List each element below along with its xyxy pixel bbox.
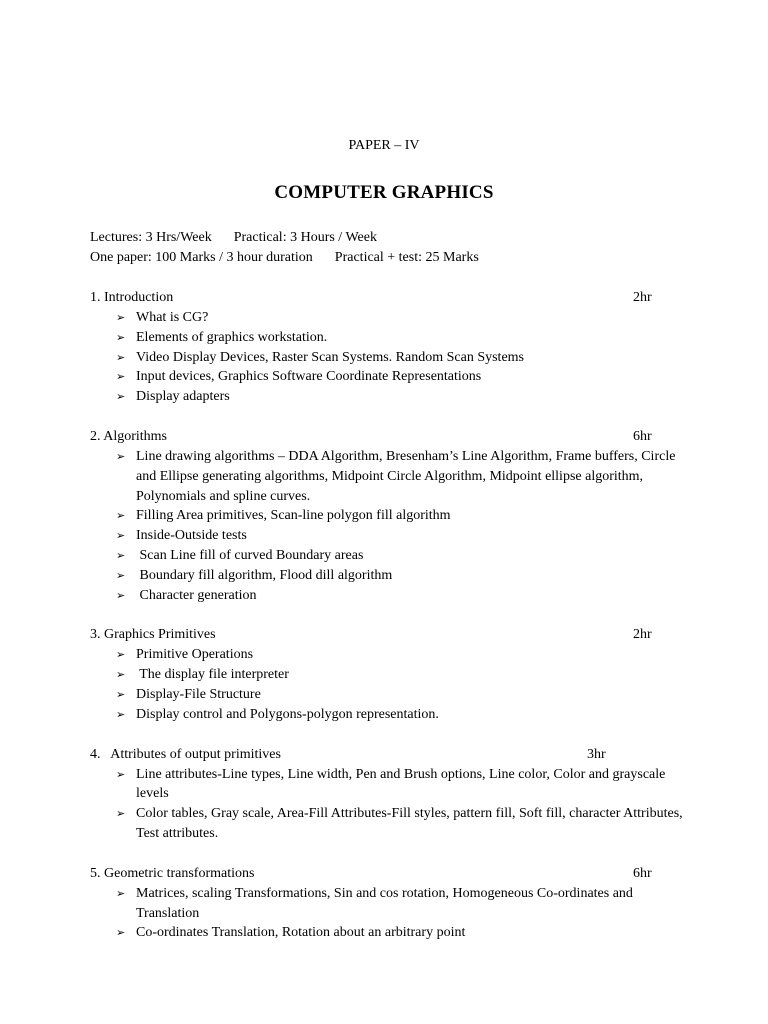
arrow-bullet-icon: ➢ <box>116 588 126 602</box>
paper-text: One paper: 100 Marks / 3 hour duration <box>90 250 313 265</box>
list-item <box>90 586 690 606</box>
arrow-bullet-icon: ➢ <box>116 807 126 821</box>
topic-list <box>90 765 690 844</box>
list-item <box>90 923 690 943</box>
section-hours: 3hr <box>587 746 606 762</box>
paper-label: PAPER – IV <box>348 138 420 153</box>
list-item-text: Display control and Polygons-polygon representation. <box>136 706 439 722</box>
meta-line-1 <box>90 228 710 248</box>
list-item-text: Display adapters <box>136 389 230 405</box>
topic-list <box>90 645 690 724</box>
list-item-text: Color tables, Gray scale, Area-Fill Attributes-Fill styles, pattern fill, Soft fill, character Attributes, Test attributes. <box>136 806 683 841</box>
section-hours: 2hr <box>633 290 652 305</box>
list-item <box>90 328 690 348</box>
arrow-bullet-icon: ➢ <box>116 509 126 523</box>
list-item-text: Line attributes-Line types, Line width, Pen and Brush options, Line color, Color and grayscale levels <box>136 766 666 802</box>
list-item-text: Co-ordinates Translation, Rotation about an arbitrary point <box>136 925 466 941</box>
topic-list <box>90 447 690 605</box>
lectures-text: Lectures: 3 Hrs/Week <box>90 230 212 245</box>
list-item <box>90 665 690 685</box>
list-item-text: What is CG? <box>136 310 209 325</box>
section-attributes <box>90 745 690 864</box>
syllabus-sections <box>90 288 690 943</box>
arrow-bullet-icon: ➢ <box>116 548 126 562</box>
list-item-text: Primitive Operations <box>136 647 254 663</box>
list-item <box>90 447 690 506</box>
list-item-text: Video Display Devices, Raster Scan Systems. Random Scan Systems <box>136 349 525 365</box>
list-item-text: Filling Area primitives, Scan-line polygon fill algorithm <box>136 508 451 524</box>
section-title: 5. Geometric transformations <box>90 865 255 881</box>
list-item <box>90 348 690 368</box>
arrow-bullet-icon: ➢ <box>116 886 126 900</box>
section-geometric-transformations <box>90 864 690 943</box>
section-introduction <box>90 288 690 427</box>
arrow-bullet-icon: ➢ <box>116 648 126 662</box>
page-title: COMPUTER GRAPHICS <box>274 182 494 203</box>
list-item <box>90 308 690 328</box>
arrow-bullet-icon: ➢ <box>116 311 126 324</box>
arrow-bullet-icon: ➢ <box>116 529 126 543</box>
section-title: 4. Attributes of output primitives <box>90 746 281 762</box>
arrow-bullet-icon: ➢ <box>116 926 126 940</box>
arrow-bullet-icon: ➢ <box>116 687 126 701</box>
list-item-text: Scan Line fill of curved Boundary areas <box>136 547 364 563</box>
list-item <box>90 526 690 546</box>
section-heading <box>90 427 690 447</box>
list-item-text: Inside-Outside tests <box>136 528 247 544</box>
list-item-text: Boundary fill algorithm, Flood dill algorithm <box>136 567 393 583</box>
list-item <box>90 367 690 387</box>
list-item <box>90 705 690 725</box>
arrow-bullet-icon: ➢ <box>116 370 126 384</box>
list-item-text: Matrices, scaling Transformations, Sin and cos rotation, Homogeneous Co-ordinates and Translation <box>136 885 633 921</box>
section-hours: 6hr <box>633 428 652 444</box>
arrow-bullet-icon: ➢ <box>116 767 126 781</box>
arrow-bullet-icon: ➢ <box>116 668 126 682</box>
practical-text: Practical: 3 Hours / Week <box>233 230 377 245</box>
list-item-text: Elements of graphics workstation. <box>136 329 328 345</box>
arrow-bullet-icon: ➢ <box>116 449 126 463</box>
list-item <box>90 765 690 805</box>
course-meta <box>90 228 710 268</box>
list-item <box>90 506 690 526</box>
meta-line-2 <box>90 248 710 268</box>
list-item <box>90 546 690 566</box>
section-hours: 2hr <box>633 627 652 643</box>
arrow-bullet-icon: ➢ <box>116 568 126 582</box>
topic-list <box>90 308 690 407</box>
arrow-bullet-icon: ➢ <box>116 707 126 721</box>
list-item <box>90 804 690 844</box>
section-heading <box>90 288 690 308</box>
list-item <box>90 645 690 665</box>
section-algorithms <box>90 427 690 625</box>
section-graphics-primitives <box>90 625 690 744</box>
arrow-bullet-icon: ➢ <box>116 330 126 344</box>
list-item-text: Line drawing algorithms – DDA Algorithm, Bresenham’s Line Algorithm, Frame buffers, Circle and Ellipse generating algorithms, Midpoint Circle Algorithm, Midpoint ellipse algorithm, Polynomials and spline curves. <box>136 448 676 504</box>
section-title: 3. Graphics Primitives <box>90 627 216 643</box>
section-hours: 6hr <box>633 865 652 881</box>
topic-list <box>90 884 690 943</box>
section-title: 1. Introduction <box>90 290 174 305</box>
list-item-text: Display-File Structure <box>136 686 261 702</box>
arrow-bullet-icon: ➢ <box>116 390 126 404</box>
section-heading <box>90 745 690 765</box>
list-item <box>90 566 690 586</box>
section-heading <box>90 625 690 645</box>
list-item-text: The display file interpreter <box>136 667 289 683</box>
list-item-text: Character generation <box>136 587 257 603</box>
section-title: 2. Algorithms <box>90 428 168 444</box>
test-text: Practical + test: 25 Marks <box>334 250 479 265</box>
list-item <box>90 685 690 705</box>
list-item-text: Input devices, Graphics Software Coordinate Representations <box>136 369 482 385</box>
list-item <box>90 884 690 924</box>
arrow-bullet-icon: ➢ <box>116 350 126 364</box>
section-heading <box>90 864 690 884</box>
list-item <box>90 387 690 407</box>
